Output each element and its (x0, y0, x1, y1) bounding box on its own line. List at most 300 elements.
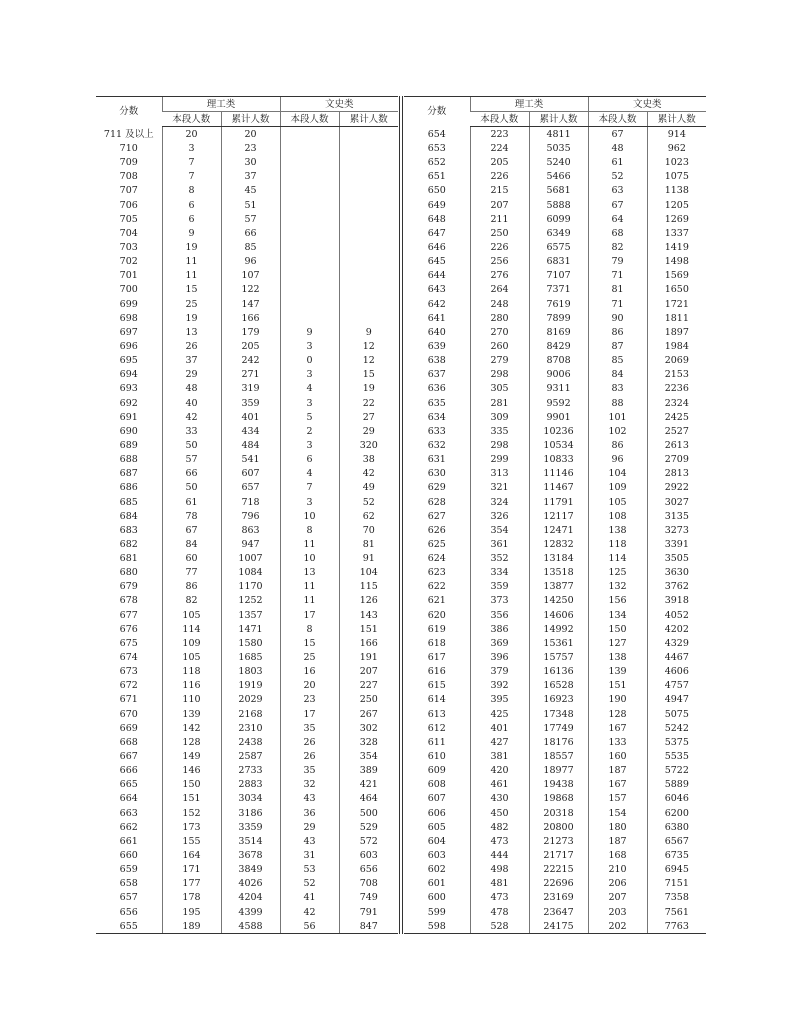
liberal-cumulative-cell: 3762 (647, 580, 706, 594)
liberal-cumulative-cell: 52 (339, 495, 398, 509)
science-segment-cell: 173 (162, 820, 221, 834)
table-row (404, 806, 706, 820)
table-row (96, 170, 398, 184)
score-cell: 678 (119, 595, 138, 607)
score-cell: 654 (427, 128, 446, 140)
liberal-cumulative-cell: 5535 (647, 749, 706, 763)
score-cell: 601 (427, 878, 446, 890)
science-segment-cell: 211 (470, 212, 529, 226)
science-segment-cell: 57 (162, 453, 221, 467)
science-segment-cell: 114 (162, 622, 221, 636)
liberal-cumulative-cell: 1984 (647, 339, 706, 353)
table-row (404, 721, 706, 735)
liberal-segment-cell: 127 (588, 636, 647, 650)
science-segment-cell: 77 (162, 566, 221, 580)
liberal-segment-cell: 56 (280, 919, 339, 934)
science-segment-cell: 425 (470, 707, 529, 721)
science-cumulative-cell: 6831 (529, 255, 588, 269)
table-row (96, 665, 398, 679)
table-row (96, 834, 398, 848)
liberal-cumulative-cell: 22 (339, 396, 398, 410)
liberal-segment-cell: 10 (280, 552, 339, 566)
science-segment-cell: 78 (162, 509, 221, 523)
science-segment-cell: 48 (162, 382, 221, 396)
science-cumulative-cell: 2438 (221, 735, 280, 749)
liberal-segment-cell (280, 170, 339, 184)
science-cumulative-cell: 12117 (529, 509, 588, 523)
science-segment-cell: 15 (162, 283, 221, 297)
science-segment-cell: 195 (162, 905, 221, 919)
liberal-segment-cell (280, 269, 339, 283)
liberal-cumulative-cell: 143 (339, 608, 398, 622)
table-row (96, 311, 398, 325)
liberal-cumulative-cell: 115 (339, 580, 398, 594)
liberal-segment-cell (280, 255, 339, 269)
table-row (96, 594, 398, 608)
liberal-cumulative-cell: 791 (339, 905, 398, 919)
table-row (404, 792, 706, 806)
liberal-cumulative-cell: 500 (339, 806, 398, 820)
score-cell: 638 (427, 355, 446, 367)
table-row (404, 580, 706, 594)
science-segment-cell: 386 (470, 622, 529, 636)
score-cell: 600 (427, 892, 446, 904)
science-cumulative-cell: 863 (221, 523, 280, 537)
liberal-segment-header: 本段人数 (280, 112, 339, 127)
science-segment-cell: 149 (162, 749, 221, 763)
liberal-cumulative-cell: 6046 (647, 792, 706, 806)
science-segment-cell: 473 (470, 891, 529, 905)
liberal-cumulative-cell: 15 (339, 368, 398, 382)
science-cumulative-cell: 10833 (529, 453, 588, 467)
science-cumulative-cell: 96 (221, 255, 280, 269)
liberal-cumulative-cell: 2922 (647, 481, 706, 495)
score-cell: 671 (119, 694, 138, 706)
table-row (404, 679, 706, 693)
score-cell: 618 (427, 637, 446, 649)
liberal-segment-cell: 187 (588, 834, 647, 848)
liberal-cumulative-cell: 38 (339, 453, 398, 467)
science-segment-cell: 335 (470, 424, 529, 438)
liberal-cumulative-cell: 1498 (647, 255, 706, 269)
table-row (404, 127, 706, 142)
science-cumulative-cell: 359 (221, 396, 280, 410)
science-cumulative-cell: 8708 (529, 354, 588, 368)
liberal-segment-cell: 43 (280, 834, 339, 848)
liberal-cumulative-cell (339, 127, 398, 142)
science-segment-cell: 461 (470, 778, 529, 792)
table-row (404, 170, 706, 184)
liberal-cumulative-cell: 6567 (647, 834, 706, 848)
science-segment-cell: 223 (470, 127, 529, 142)
science-cumulative-cell: 5466 (529, 170, 588, 184)
table-row (96, 212, 398, 226)
score-cell: 663 (119, 807, 138, 819)
score-cell: 687 (119, 468, 138, 480)
science-segment-cell: 420 (470, 764, 529, 778)
score-cell: 676 (119, 623, 138, 635)
score-cell: 610 (427, 751, 446, 763)
table-row (96, 608, 398, 622)
liberal-cumulative-cell: 2709 (647, 453, 706, 467)
science-segment-cell: 270 (470, 325, 529, 339)
liberal-cumulative-cell: 529 (339, 820, 398, 834)
score-cell: 635 (427, 397, 446, 409)
science-cumulative-cell: 107 (221, 269, 280, 283)
table-row (96, 156, 398, 170)
score-cell: 705 (119, 213, 138, 225)
science-segment-cell: 164 (162, 848, 221, 862)
liberal-segment-cell: 87 (588, 339, 647, 353)
score-cell: 703 (119, 241, 138, 253)
score-cell: 704 (119, 227, 138, 239)
liberal-segment-cell: 118 (588, 537, 647, 551)
liberal-cumulative-cell (339, 297, 398, 311)
science-segment-cell: 82 (162, 594, 221, 608)
liberal-segment-cell: 168 (588, 848, 647, 862)
score-cell: 681 (119, 553, 138, 565)
table-row (96, 552, 398, 566)
table-row (96, 410, 398, 424)
table-row (96, 580, 398, 594)
liberal-segment-cell (280, 198, 339, 212)
table-row (96, 863, 398, 877)
table-row (96, 269, 398, 283)
liberal-header: 文史类 (588, 97, 706, 112)
science-segment-header: 本段人数 (470, 112, 529, 127)
liberal-cumulative-cell: 7763 (647, 919, 706, 934)
science-cumulative-cell: 319 (221, 382, 280, 396)
liberal-cumulative-cell: 70 (339, 523, 398, 537)
table-row (96, 764, 398, 778)
science-segment-cell: 84 (162, 537, 221, 551)
score-cell: 599 (427, 906, 446, 918)
table-row (404, 255, 706, 269)
science-segment-cell: 498 (470, 863, 529, 877)
score-cell: 656 (119, 906, 138, 918)
liberal-segment-cell: 4 (280, 467, 339, 481)
liberal-segment-cell: 86 (588, 438, 647, 452)
score-cell: 696 (119, 340, 138, 352)
score-cell: 621 (427, 595, 446, 607)
liberal-cumulative-cell: 267 (339, 707, 398, 721)
table-row (404, 891, 706, 905)
liberal-cumulative-cell: 1337 (647, 226, 706, 240)
liberal-cumulative-cell (339, 170, 398, 184)
science-segment-cell: 250 (470, 226, 529, 240)
liberal-segment-cell: 167 (588, 778, 647, 792)
table-row (96, 905, 398, 919)
science-cumulative-cell: 1170 (221, 580, 280, 594)
science-segment-cell: 276 (470, 269, 529, 283)
science-segment-cell: 3 (162, 141, 221, 155)
science-segment-cell: 19 (162, 240, 221, 254)
score-cell: 628 (427, 496, 446, 508)
science-segment-cell: 105 (162, 650, 221, 664)
science-segment-cell: 395 (470, 693, 529, 707)
liberal-segment-cell: 207 (588, 891, 647, 905)
score-cell: 616 (427, 666, 446, 678)
liberal-cumulative-cell: 603 (339, 848, 398, 862)
science-segment-cell: 6 (162, 212, 221, 226)
science-cumulative-cell: 7371 (529, 283, 588, 297)
science-segment-cell: 128 (162, 735, 221, 749)
liberal-cumulative-cell (339, 184, 398, 198)
liberal-segment-cell: 68 (588, 226, 647, 240)
science-cumulative-cell: 1471 (221, 622, 280, 636)
science-cumulative-cell: 23647 (529, 905, 588, 919)
liberal-segment-cell: 180 (588, 820, 647, 834)
liberal-segment-cell: 42 (280, 905, 339, 919)
score-cell: 669 (119, 722, 138, 734)
liberal-segment-cell: 81 (588, 283, 647, 297)
liberal-cumulative-cell: 1269 (647, 212, 706, 226)
science-cumulative-cell: 1084 (221, 566, 280, 580)
liberal-segment-cell: 7 (280, 481, 339, 495)
score-cell: 648 (427, 213, 446, 225)
liberal-segment-cell: 132 (588, 580, 647, 594)
science-cumulative-cell: 24175 (529, 919, 588, 934)
science-segment-cell: 309 (470, 410, 529, 424)
liberal-cumulative-cell: 749 (339, 891, 398, 905)
table-row (404, 368, 706, 382)
score-cell: 650 (427, 185, 446, 197)
science-cumulative-cell: 14992 (529, 622, 588, 636)
table-row (404, 877, 706, 891)
science-segment-cell: 260 (470, 339, 529, 353)
liberal-cumulative-cell: 4467 (647, 650, 706, 664)
science-cumulative-cell: 6575 (529, 240, 588, 254)
liberal-cumulative-cell (339, 141, 398, 155)
liberal-cumulative-cell: 3505 (647, 552, 706, 566)
liberal-segment-cell: 35 (280, 764, 339, 778)
liberal-cumulative-cell: 4329 (647, 636, 706, 650)
science-cumulative-cell: 21717 (529, 848, 588, 862)
science-cumulative-cell: 3034 (221, 792, 280, 806)
liberal-cumulative-cell: 2527 (647, 424, 706, 438)
science-segment-cell: 478 (470, 905, 529, 919)
liberal-segment-cell: 8 (280, 622, 339, 636)
science-segment-cell: 189 (162, 919, 221, 934)
liberal-segment-cell: 41 (280, 891, 339, 905)
science-cumulative-cell: 14606 (529, 608, 588, 622)
table-row (404, 608, 706, 622)
table-left-half (96, 96, 398, 934)
science-cumulative-cell: 4026 (221, 877, 280, 891)
table-row (96, 339, 398, 353)
score-cell: 639 (427, 340, 446, 352)
table-row (96, 820, 398, 834)
liberal-cumulative-cell: 4757 (647, 679, 706, 693)
science-segment-cell: 324 (470, 495, 529, 509)
liberal-segment-cell: 2 (280, 424, 339, 438)
liberal-cumulative-cell: 166 (339, 636, 398, 650)
table-row (96, 283, 398, 297)
table-row (96, 792, 398, 806)
liberal-cumulative-cell: 6735 (647, 848, 706, 862)
table-row (96, 240, 398, 254)
science-cumulative-cell: 2168 (221, 707, 280, 721)
table-row (96, 650, 398, 664)
science-cumulative-cell: 18977 (529, 764, 588, 778)
table-row (404, 834, 706, 848)
score-cell: 684 (119, 510, 138, 522)
liberal-segment-cell: 4 (280, 382, 339, 396)
science-segment-cell: 11 (162, 255, 221, 269)
science-cumulative-cell: 1685 (221, 650, 280, 664)
science-segment-cell: 152 (162, 806, 221, 820)
table-row (404, 141, 706, 155)
liberal-segment-cell: 32 (280, 778, 339, 792)
science-segment-cell: 224 (470, 141, 529, 155)
table-row (404, 467, 706, 481)
science-segment-cell: 25 (162, 297, 221, 311)
table-row (404, 438, 706, 452)
score-cell: 666 (119, 765, 138, 777)
liberal-cumulative-cell (339, 198, 398, 212)
score-cell: 629 (427, 482, 446, 494)
science-segment-cell: 7 (162, 170, 221, 184)
table-right-body (404, 127, 706, 934)
liberal-cumulative-cell: 3918 (647, 594, 706, 608)
liberal-cumulative-cell: 7151 (647, 877, 706, 891)
liberal-cumulative-cell: 3027 (647, 495, 706, 509)
score-cell: 707 (119, 185, 138, 197)
science-cumulative-cell: 401 (221, 410, 280, 424)
liberal-segment-cell: 53 (280, 863, 339, 877)
score-cell: 683 (119, 524, 138, 536)
science-segment-cell: 50 (162, 481, 221, 495)
science-cumulative-cell: 5681 (529, 184, 588, 198)
liberal-segment-cell: 48 (588, 141, 647, 155)
liberal-cumulative-cell: 2153 (647, 368, 706, 382)
score-header: 分数 (96, 97, 162, 127)
science-cumulative-cell: 8429 (529, 339, 588, 353)
table-row (404, 495, 706, 509)
table-row (96, 127, 398, 142)
score-cell: 708 (119, 171, 138, 183)
liberal-segment-cell: 26 (280, 749, 339, 763)
liberal-segment-cell (280, 311, 339, 325)
liberal-cumulative-cell: 328 (339, 735, 398, 749)
science-cumulative-cell: 30 (221, 156, 280, 170)
liberal-cumulative-cell: 104 (339, 566, 398, 580)
table-row (404, 481, 706, 495)
liberal-cumulative-cell (339, 283, 398, 297)
science-cumulative-cell: 18557 (529, 749, 588, 763)
liberal-segment-cell: 36 (280, 806, 339, 820)
score-cell: 607 (427, 793, 446, 805)
science-segment-cell: 481 (470, 877, 529, 891)
liberal-cumulative-cell: 1650 (647, 283, 706, 297)
science-segment-cell: 392 (470, 679, 529, 693)
liberal-segment-cell: 114 (588, 552, 647, 566)
liberal-cumulative-cell: 250 (339, 693, 398, 707)
liberal-cumulative-cell: 2324 (647, 396, 706, 410)
score-cell: 634 (427, 411, 446, 423)
science-cumulative-cell: 10534 (529, 438, 588, 452)
science-segment-cell: 401 (470, 721, 529, 735)
liberal-cumulative-cell: 7561 (647, 905, 706, 919)
science-cumulative-cell: 45 (221, 184, 280, 198)
liberal-cumulative-cell: 847 (339, 919, 398, 934)
table-row (404, 240, 706, 254)
table-row (96, 891, 398, 905)
science-segment-cell: 42 (162, 410, 221, 424)
liberal-segment-cell: 11 (280, 580, 339, 594)
score-cell: 664 (119, 793, 138, 805)
table-row (404, 226, 706, 240)
table-row (404, 198, 706, 212)
score-cell: 690 (119, 425, 138, 437)
science-cumulative-cell: 2883 (221, 778, 280, 792)
score-distribution-table (96, 96, 706, 934)
score-cell: 710 (119, 142, 138, 154)
score-cell: 674 (119, 652, 138, 664)
score-cell: 622 (427, 581, 446, 593)
table-left-body (96, 127, 398, 934)
liberal-segment-cell: 29 (280, 820, 339, 834)
liberal-segment-cell: 128 (588, 707, 647, 721)
score-cell: 672 (119, 680, 138, 692)
table-row (404, 566, 706, 580)
liberal-cumulative-cell: 5242 (647, 721, 706, 735)
liberal-cumulative-cell (339, 240, 398, 254)
liberal-cumulative-cell: 962 (647, 141, 706, 155)
liberal-segment-cell (280, 156, 339, 170)
liberal-cumulative-cell: 6945 (647, 863, 706, 877)
science-cumulative-cell: 9901 (529, 410, 588, 424)
table-row (404, 749, 706, 763)
table-row (96, 735, 398, 749)
table-row (404, 650, 706, 664)
science-segment-cell: 248 (470, 297, 529, 311)
liberal-segment-cell: 25 (280, 650, 339, 664)
table-row (404, 453, 706, 467)
score-cell: 688 (119, 454, 138, 466)
score-cell: 640 (427, 326, 446, 338)
science-cumulative-cell: 11146 (529, 467, 588, 481)
score-cell: 693 (119, 383, 138, 395)
score-cell: 653 (427, 142, 446, 154)
liberal-cumulative-cell: 207 (339, 665, 398, 679)
science-segment-cell: 146 (162, 764, 221, 778)
table-row (96, 467, 398, 481)
science-cumulative-cell: 13518 (529, 566, 588, 580)
table-row (96, 325, 398, 339)
liberal-segment-cell: 6 (280, 453, 339, 467)
science-segment-cell: 61 (162, 495, 221, 509)
science-header: 理工类 (162, 97, 280, 112)
score-cell: 709 (119, 157, 138, 169)
liberal-cumulative-cell: 62 (339, 509, 398, 523)
table-row (404, 778, 706, 792)
liberal-cumulative-cell: 421 (339, 778, 398, 792)
table-row (404, 269, 706, 283)
score-cell: 665 (119, 779, 138, 791)
science-segment-cell: 281 (470, 396, 529, 410)
liberal-cumulative-cell: 2069 (647, 354, 706, 368)
table-row (404, 325, 706, 339)
science-cumulative-cell: 1007 (221, 552, 280, 566)
liberal-segment-cell: 23 (280, 693, 339, 707)
science-cumulative-cell: 3359 (221, 820, 280, 834)
score-cell: 668 (119, 736, 138, 748)
score-cell: 630 (427, 468, 446, 480)
liberal-segment-cell: 109 (588, 481, 647, 495)
liberal-cumulative-cell: 151 (339, 622, 398, 636)
liberal-segment-cell: 3 (280, 438, 339, 452)
